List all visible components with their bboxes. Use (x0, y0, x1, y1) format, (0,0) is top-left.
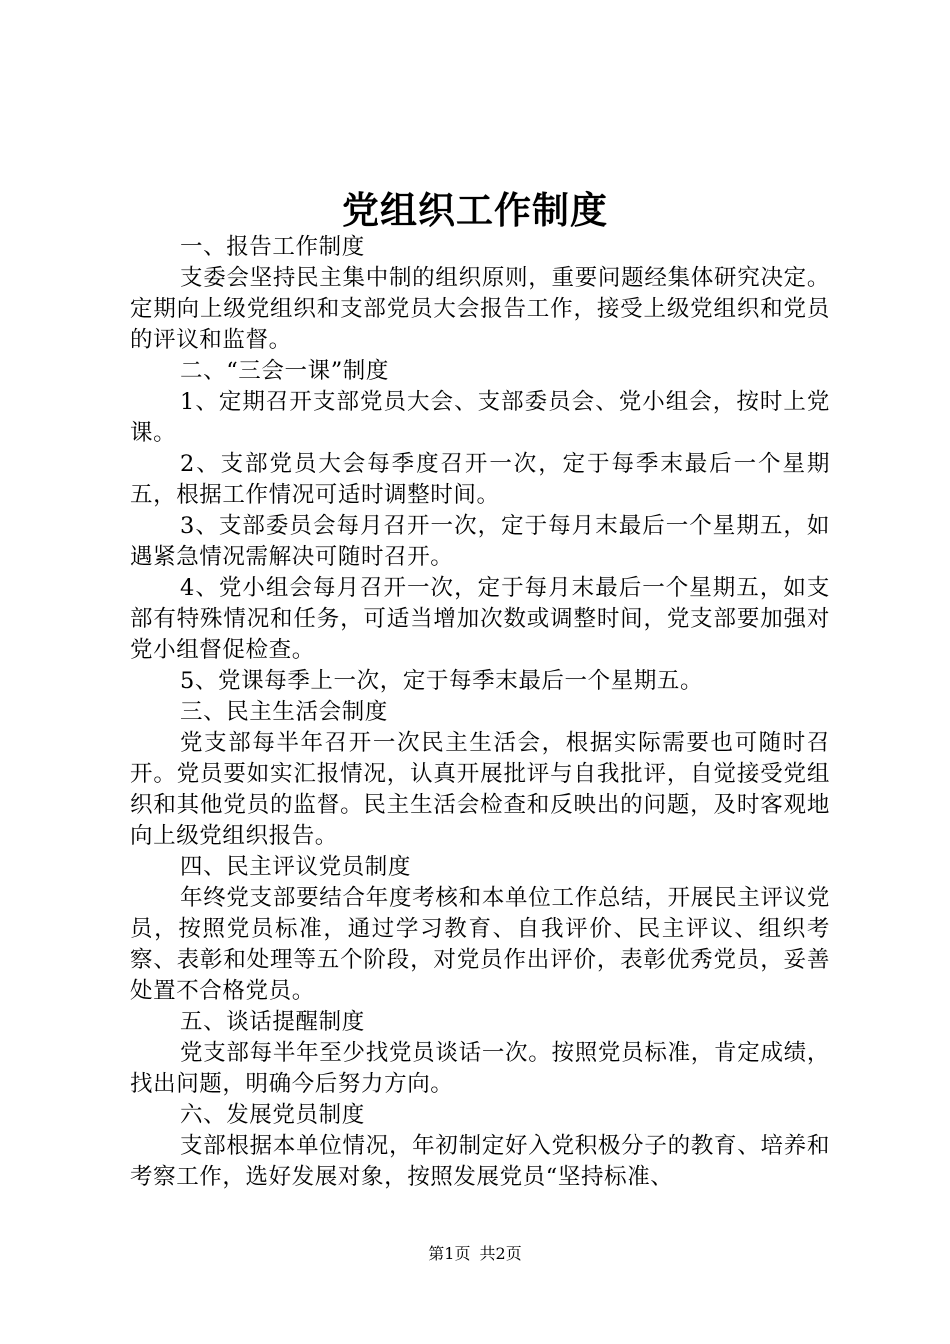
paragraph: 党支部每半年召开一次民主生活会，根据实际需要也可随时召开。党员要如实汇报情况，认真开展批评与自我批评，自觉接受党组织和其他党员的监督。民主生活会检查和反映出的问题，及时客观地向上级党组织报告。 (130, 730, 830, 849)
paragraph: 2、支部党员大会每季度召开一次，定于每季末最后一个星期五，根据工作情况可适时调整时间。 (130, 451, 830, 508)
page-total: 共2页 (479, 1244, 522, 1263)
section-heading: 一、报告工作制度 (180, 234, 365, 260)
paragraph: 5、党课每季上一次，定于每季末最后一个星期五。 (180, 668, 704, 694)
paragraph: 支部根据本单位情况，年初制定好入党积极分子的教育、培养和考察工作，选好发展对象，按照发展党员“坚持标准、 (130, 1133, 830, 1190)
section-heading: 四、民主评议党员制度 (180, 854, 412, 880)
document-body (130, 232, 830, 1193)
paragraph: 1、定期召开支部党员大会、支部委员会、党小组会，按时上党课。 (130, 389, 830, 446)
section-heading: 五、谈话提醒制度 (180, 1009, 365, 1035)
page-footer (0, 1241, 950, 1264)
document-title: 党组织工作制度 (342, 188, 608, 232)
section-heading: 三、民主生活会制度 (180, 699, 388, 725)
paragraph: 4、党小组会每月召开一次，定于每月末最后一个星期五，如支部有特殊情况和任务，可适当增加次数或调整时间，党支部要加强对党小组督促检查。 (130, 575, 830, 663)
paragraph: 支委会坚持民主集中制的组织原则，重要问题经集体研究决定。定期向上级党组织和支部党员大会报告工作，接受上级党组织和党员的评议和监督。 (130, 265, 830, 353)
paragraph: 3、支部委员会每月召开一次，定于每月末最后一个星期五，如遇紧急情况需解决可随时召开。 (130, 513, 830, 570)
paragraph: 党支部每半年至少找党员谈话一次。按照党员标准，肯定成绩，找出问题，明确今后努力方向。 (130, 1040, 830, 1097)
paragraph: 年终党支部要结合年度考核和本单位工作总结，开展民主评议党员，按照党员标准，通过学习教育、自我评价、民主评议、组织考察、表彰和处理等五个阶段，对党员作出评价，表彰优秀党员，妥善处置不合格党员。 (130, 885, 830, 1004)
section-heading: 六、发展党员制度 (180, 1102, 365, 1128)
page-number: 第1页 (428, 1244, 471, 1263)
section-heading: 二、“三会一课”制度 (180, 358, 390, 384)
